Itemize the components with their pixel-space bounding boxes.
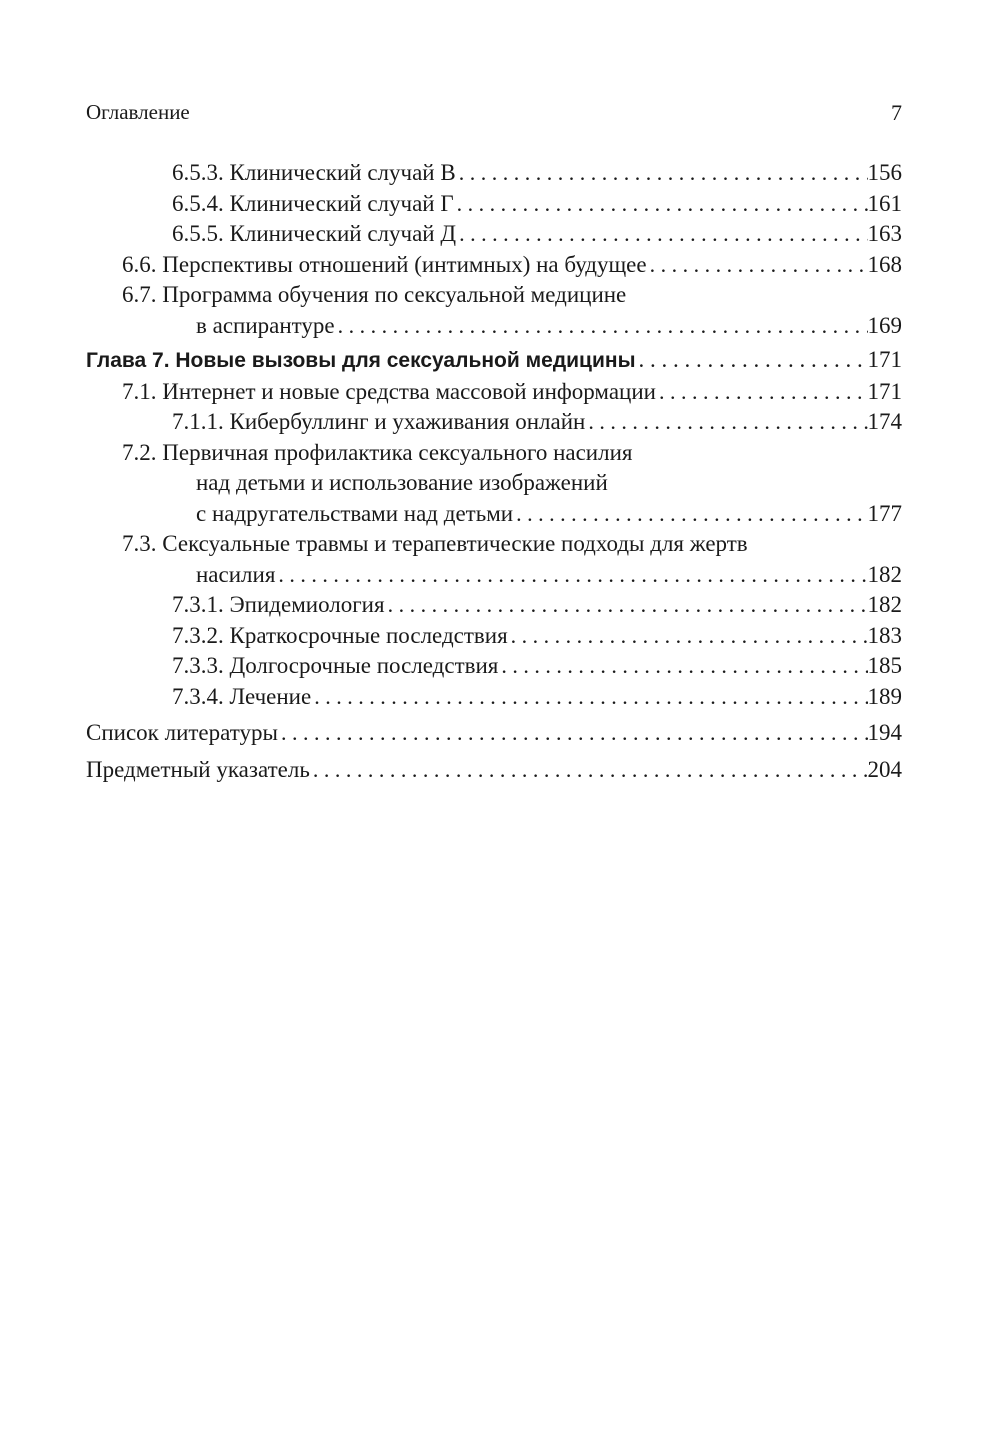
- toc-entry[interactable]: [86, 438, 902, 530]
- toc-entry[interactable]: [86, 407, 902, 438]
- toc-entry-page: 177: [867, 500, 902, 526]
- dot-leader: [311, 682, 867, 713]
- toc-entry[interactable]: [86, 590, 902, 621]
- toc-entry-title: 7.3.3. Долгосрочные последствия: [172, 653, 499, 678]
- dot-leader: [498, 651, 867, 682]
- toc-entry-page: 174: [867, 409, 902, 434]
- toc-entry-page: 156: [867, 160, 902, 185]
- dot-leader: [656, 377, 868, 408]
- toc-entry-page: 204: [867, 756, 902, 782]
- toc-entry[interactable]: [86, 682, 902, 713]
- toc-entry[interactable]: [86, 377, 902, 408]
- dot-leader: [647, 250, 868, 281]
- toc-entry-page: 168: [867, 251, 902, 277]
- toc-entry[interactable]: [86, 651, 902, 682]
- toc-chapter-entry[interactable]: [86, 345, 902, 377]
- toc-entry-title: 6.6. Перспективы отношений (интимных) на будущее: [122, 251, 647, 277]
- toc-entry-title: 6.5.3. Клинический случай В: [172, 160, 456, 185]
- toc-entry-title: 7.3.2. Краткосрочные последствия: [172, 622, 508, 648]
- toc-entry[interactable]: [86, 158, 902, 189]
- dot-leader: [310, 755, 868, 786]
- toc-entry-page: 185: [867, 653, 902, 678]
- toc-entry-title: 7.1. Интернет и новые средства массовой информации: [122, 378, 656, 404]
- toc-entry-page: 183: [867, 622, 902, 648]
- toc-entry[interactable]: [86, 219, 902, 250]
- toc-entry-title: Список литературы: [86, 720, 278, 745]
- toc-entry-page: 171: [867, 378, 902, 404]
- toc-entry-title: 7.3. Сексуальные травмы и терапевтические подходы для жертв: [122, 531, 748, 556]
- dot-leader: [335, 311, 868, 342]
- toc-entry-title: 7.3.1. Эпидемиология: [172, 592, 385, 617]
- toc-chapter-title: Глава 7. Новые вызовы для сексуальной медицины: [86, 349, 636, 372]
- page-number: 7: [891, 100, 902, 125]
- toc-entry-title: 6.5.5. Клинический случай Д: [172, 221, 457, 246]
- toc-entry[interactable]: [86, 280, 902, 341]
- dot-leader: [585, 407, 867, 438]
- toc-entry[interactable]: [86, 755, 902, 786]
- toc-entry-page: 161: [867, 190, 902, 216]
- toc-entry[interactable]: [86, 718, 902, 749]
- table-of-contents: [86, 158, 902, 785]
- dot-leader: [513, 499, 867, 530]
- dot-leader: [456, 158, 868, 189]
- dot-leader: [454, 189, 868, 220]
- toc-entry-page: 182: [867, 592, 902, 617]
- toc-entry-page: 189: [867, 683, 902, 709]
- toc-entry-page: 182: [867, 561, 902, 587]
- toc-entry[interactable]: [86, 250, 902, 281]
- toc-entry-title: 7.3.4. Лечение: [172, 683, 312, 709]
- toc-entry-title: 7.1.1. Кибербуллинг и ухаживания онлайн: [172, 409, 586, 434]
- toc-entry[interactable]: [86, 621, 902, 652]
- toc-entry-title-continued: с надругательствами над детьми: [196, 500, 514, 526]
- toc-entry[interactable]: [86, 529, 902, 590]
- toc-entry-title-continued: насилия: [196, 561, 276, 587]
- toc-entry-title: 7.2. Первичная профилактика сексуального насилия: [122, 439, 633, 465]
- toc-entry-page: 163: [867, 221, 902, 246]
- toc-entry-title: 6.7. Программа обучения по сексуальной медицине: [122, 282, 627, 307]
- toc-entry-page: 194: [867, 720, 902, 745]
- dot-leader: [385, 590, 868, 621]
- dot-leader: [456, 219, 867, 250]
- dot-leader: [636, 345, 868, 376]
- toc-entry-title: Предметный указатель: [86, 756, 310, 782]
- toc-entry-title-continued: в аспирантуре: [196, 312, 335, 338]
- toc-entry-page: 169: [867, 312, 902, 338]
- toc-entry-title-continued: над детьми и использование изображений: [196, 470, 608, 495]
- toc-entry-title: 6.5.4. Клинический случай Г: [172, 190, 454, 216]
- toc-entry[interactable]: [86, 189, 902, 220]
- dot-leader: [278, 718, 868, 749]
- toc-entry-page: 171: [867, 347, 902, 372]
- running-title: Оглавление: [86, 100, 190, 124]
- page-header: [86, 100, 902, 132]
- dot-leader: [508, 621, 868, 652]
- dot-leader: [275, 560, 867, 591]
